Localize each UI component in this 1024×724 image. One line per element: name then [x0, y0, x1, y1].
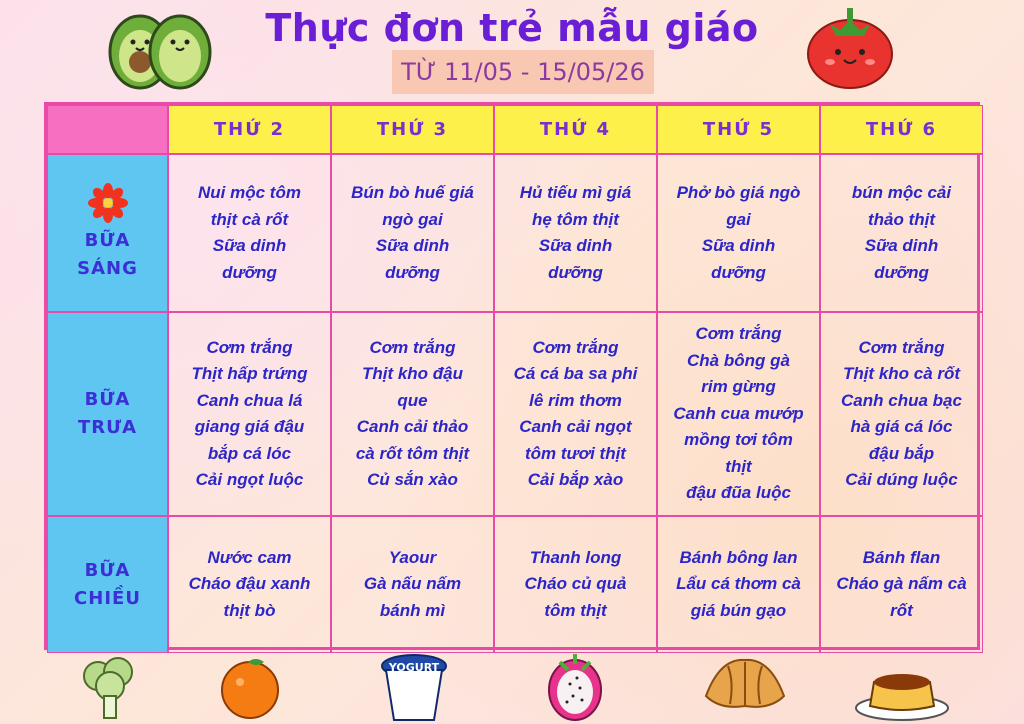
menu-line: dưỡng: [874, 262, 929, 282]
menu-line: dưỡng: [548, 262, 603, 282]
red-flower-icon: [88, 183, 128, 223]
menu-line: đậu đũa luộc: [686, 483, 791, 503]
meal-label-line: BỮA: [84, 389, 131, 410]
menu-line: Phở bò giá ngò: [676, 183, 801, 202]
menu-line: giang giá đậu: [194, 417, 305, 436]
menu-line: tôm tươi thịt: [525, 443, 626, 463]
menu-cell: [657, 312, 820, 516]
day-header: THỨ 5: [657, 105, 820, 154]
meal-label-line: SÁNG: [77, 258, 138, 279]
menu-line: Sữa dinh: [212, 236, 287, 255]
menu-cell: [494, 312, 657, 516]
table-corner: [47, 105, 168, 154]
menu-line: que: [397, 390, 428, 410]
date-range-badge: TỪ 11/05 - 15/05/26: [392, 50, 654, 94]
menu-cell: [820, 154, 983, 312]
menu-line: Sữa dinh: [701, 236, 776, 255]
menu-cell: [820, 516, 983, 653]
menu-line: Thịt hấp trứng: [191, 364, 308, 383]
menu-line: mồng tơi tôm: [684, 430, 793, 450]
menu-line: rim gừng: [701, 377, 776, 397]
menu-line: Nước cam: [207, 547, 292, 567]
menu-cell: [331, 516, 494, 653]
menu-line: Cháo gà nấm cà: [836, 574, 967, 594]
orange-icon: [218, 654, 282, 720]
meal-label-afternoon: [47, 516, 168, 653]
menu-line: dưỡng: [222, 262, 277, 282]
menu-line: thịt: [725, 456, 752, 476]
menu-line: Canh chua bạc: [841, 390, 962, 410]
menu-line: Thanh long: [529, 547, 622, 567]
menu-line: Cháo đậu xanh: [188, 574, 311, 594]
meal-label-line: CHIỀU: [74, 587, 141, 609]
menu-line: hẹ tôm thịt: [532, 209, 619, 229]
menu-line: Sữa dinh: [538, 236, 613, 255]
menu-line: bánh mì: [379, 600, 446, 620]
menu-line: hà giá cá lóc: [850, 417, 953, 436]
menu-line: Chà bông gà: [687, 350, 790, 370]
menu-line: Hủ tiếu mì giá: [519, 183, 632, 202]
menu-line: bún mộc cải: [851, 183, 952, 202]
day-header: THỨ 6: [820, 105, 983, 154]
menu-cell: [657, 516, 820, 653]
menu-line: Bánh flan: [862, 547, 941, 567]
flan-icon: [852, 662, 952, 722]
day-header: THỨ 3: [331, 105, 494, 154]
menu-line: Sữa dinh: [864, 236, 939, 255]
menu-line: Bún bò huế giá: [351, 183, 474, 202]
menu-cell: [494, 154, 657, 312]
meal-label-line: BỮA: [84, 230, 131, 251]
meal-label-lunch: [47, 312, 168, 516]
avocado-couple-icon: [100, 4, 220, 90]
menu-line: Bánh bông lan: [679, 547, 798, 567]
menu-cell: [657, 154, 820, 312]
menu-line: Cơm trắng: [206, 337, 293, 357]
menu-line: Cơm trắng: [695, 324, 782, 344]
menu-line: Cơm trắng: [369, 337, 456, 357]
menu-line: Canh chua lá: [196, 390, 303, 410]
menu-line: Sữa dinh: [375, 236, 450, 255]
croissant-icon: [700, 652, 790, 716]
menu-line: Gà nấu nấm: [363, 574, 462, 594]
menu-line: tôm thịt: [544, 600, 607, 620]
menu-line: Cơm trắng: [858, 337, 945, 357]
broccoli-icon: [78, 654, 142, 722]
menu-table: [44, 102, 980, 650]
menu-cell: [168, 516, 331, 653]
menu-line: Canh cải thảo: [356, 417, 469, 436]
day-header: THỨ 2: [168, 105, 331, 154]
menu-line: Cải ngọt luộc: [195, 470, 304, 489]
menu-line: rốt: [890, 600, 913, 620]
menu-line: Cháo củ quả: [524, 574, 627, 594]
menu-line: Củ sắn xào: [367, 470, 458, 489]
menu-line: bắp cá lóc: [207, 443, 292, 463]
menu-line: thịt cà rốt: [210, 209, 289, 229]
menu-line: gai: [726, 209, 751, 229]
menu-line: ngò gai: [382, 209, 443, 229]
menu-cell: [168, 154, 331, 312]
menu-cell: [494, 516, 657, 653]
menu-line: Thịt kho cà rốt: [842, 364, 961, 383]
menu-line: dưỡng: [385, 262, 440, 282]
menu-cell: [820, 312, 983, 516]
page-title: Thực đơn trẻ mẫu giáo: [265, 6, 759, 50]
menu-line: lê rim thơm: [529, 390, 622, 410]
meal-label-line: TRƯA: [77, 417, 138, 438]
menu-line: cà rốt tôm thịt: [355, 443, 470, 463]
menu-line: Cơm trắng: [532, 337, 619, 357]
dragon-fruit-icon: [540, 648, 610, 722]
menu-line: Cải bắp xào: [527, 470, 624, 489]
menu-line: Lẩu cá thơm cà: [676, 574, 801, 594]
menu-line: thịt bò: [223, 600, 276, 620]
menu-line: Cải dúng luộc: [845, 470, 958, 489]
yogurt-label: YOGURT: [388, 661, 440, 674]
menu-line: dưỡng: [711, 262, 766, 282]
yogurt-cup-icon: [378, 652, 450, 724]
menu-line: thảo thịt: [867, 209, 936, 229]
tomato-icon: [800, 2, 900, 90]
menu-line: Thịt kho đậu: [361, 364, 464, 383]
day-header: THỨ 4: [494, 105, 657, 154]
menu-cell: [331, 312, 494, 516]
menu-line: Nui mộc tôm: [198, 183, 301, 202]
menu-line: Canh cải ngọt: [519, 417, 632, 436]
menu-line: Canh cua mướp: [673, 403, 804, 423]
meal-label-breakfast: [47, 154, 168, 312]
menu-line: Yaour: [388, 547, 437, 567]
menu-line: đậu bắp: [868, 443, 935, 463]
menu-line: giá bún gạo: [690, 600, 787, 620]
menu-cell: [331, 154, 494, 312]
menu-line: Cá cá ba sa phi: [513, 364, 638, 383]
menu-cell: [168, 312, 331, 516]
meal-label-line: BỮA: [84, 559, 131, 581]
